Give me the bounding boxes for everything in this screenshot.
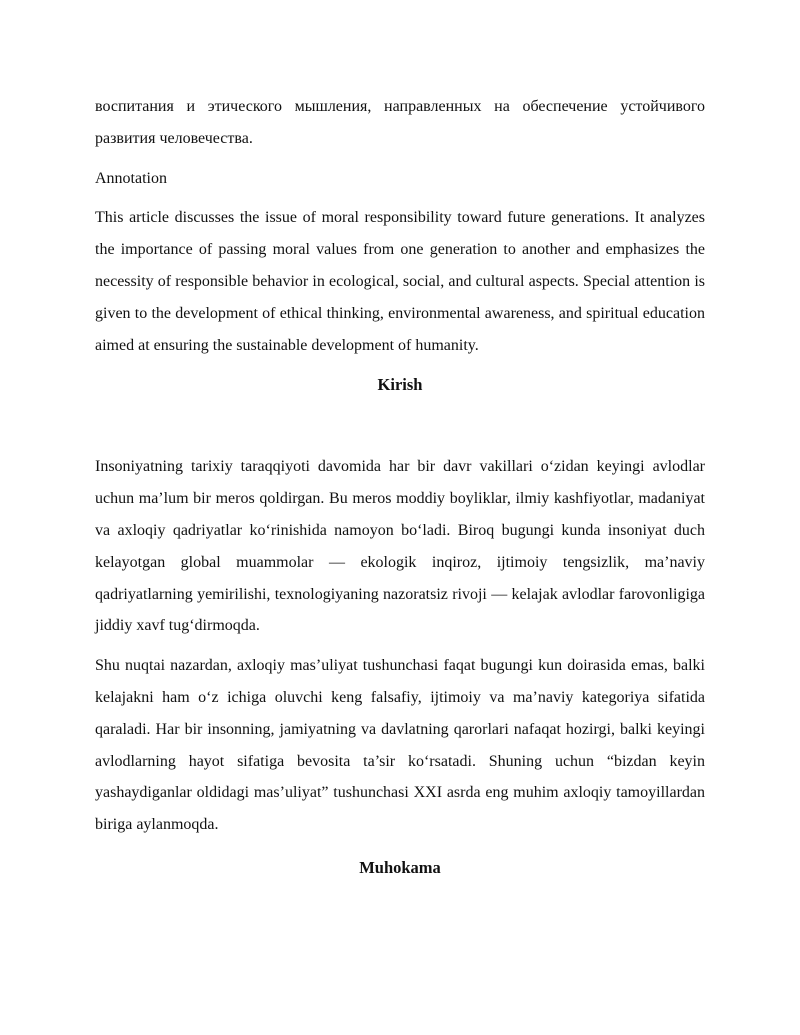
abstract-ru-continuation: воспитания и этического мышления, направленных на обеспечение устойчивого развития человечества.	[95, 98, 705, 147]
body-paragraph-1: Insoniyatning tarixiy taraqqiyoti davomida har bir davr vakillari o‘zidan keyingi avlodlar uchun ma’lum bir meros qoldirgan. Bu meros moddiy boyliklar, ilmiy kashfiyotlar, madaniyat va axloqiy qadriyatlar ko‘rinishida namoyon bo‘ladi. Biroq bugungi kunda insoniyat duch kelayotgan global muammolar — ekologik inqiroz, ijtimoiy tengsizlik, ma’naviy qadriyatlarning yemirilishi, texnologiyaning nazoratsiz rivoji — kelajak avlodlar farovonligiga jiddiy xavf tug‘dirmoqda.	[95, 458, 705, 635]
annotation-label: Annotation	[95, 169, 167, 187]
body-paragraph-2: Shu nuqtai nazardan, axloqiy mas’uliyat tushunchasi faqat bugungi kun doirasida emas, balki kelajakni ham o‘z ichiga oluvchi keng falsafiy, ijtimoiy va ma’naviy kategoriya sifatida qaraladi. Har bir insonning, jamiyatning va davlatning qarorlari nafaqat hozirgi, balki keyingi avlodlarning hayot sifatiga bevosita ta’sir ko‘rsatadi. Shuning uchun “bizdan keyin yashaydiganlar oldidagi mas’uliyat” tushunchasi XXI asrda eng muhim axloqiy tamoyillardan biriga aylanmoqda.	[95, 657, 705, 834]
section-heading-muhokama: Muhokama	[359, 857, 441, 877]
annotation-text: This article discusses the issue of moral responsibility toward future generations. It analyzes the importance of passing moral values from one generation to another and emphasizes the necessity of responsible behavior in ecological, social, and cultural aspects. Special attention is given to the development of ethical thinking, environmental awareness, and spiritual education aimed at ensuring the sustainable development of humanity.	[95, 209, 705, 354]
document-page	[95, 91, 705, 882]
section-heading-kirish: Kirish	[377, 375, 423, 395]
